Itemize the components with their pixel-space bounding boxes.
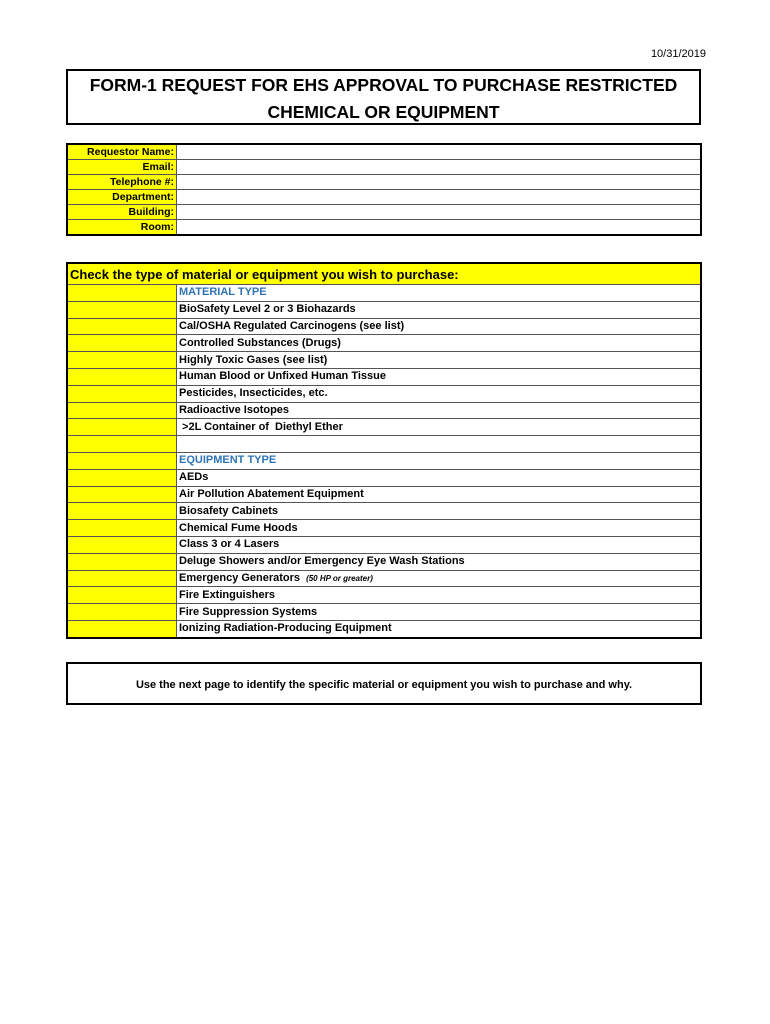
room-row <box>67 220 701 236</box>
checkbox-cell[interactable] <box>67 570 177 587</box>
telephone-field[interactable] <box>177 175 702 190</box>
material-item: Human Blood or Unfixed Human Tissue <box>177 368 702 385</box>
material-item: Highly Toxic Gases (see list) <box>177 352 702 369</box>
material-item: Controlled Substances (Drugs) <box>177 335 702 352</box>
checkbox-cell[interactable] <box>67 419 177 436</box>
room-field[interactable] <box>177 220 702 236</box>
title-line-1: FORM-1 REQUEST FOR EHS APPROVAL TO PURCHASE RESTRICTED <box>89 75 678 95</box>
checkbox-cell[interactable] <box>67 520 177 537</box>
requestor-info-table <box>66 143 702 236</box>
building-field[interactable] <box>177 205 702 220</box>
equipment-item: AEDs <box>177 469 702 486</box>
equipment-item: Class 3 or 4 Lasers <box>177 536 702 553</box>
checkbox-cell[interactable] <box>67 587 177 604</box>
checkbox-cell[interactable] <box>67 620 177 637</box>
department-row <box>67 190 701 205</box>
equipment-item: Biosafety Cabinets <box>177 503 702 520</box>
field-label: Room: <box>67 220 177 236</box>
checkbox-cell[interactable] <box>67 402 177 419</box>
title-line-2: CHEMICAL OR EQUIPMENT <box>267 102 500 122</box>
equipment-item-label: Emergency Generators <box>179 571 301 584</box>
equipment-item <box>177 570 702 587</box>
email-row <box>67 160 701 175</box>
checkbox-cell[interactable] <box>67 352 177 369</box>
checkbox-cell[interactable] <box>67 318 177 335</box>
material-item: >2L Container of Diethyl Ether <box>177 419 702 436</box>
field-label: Department: <box>67 190 177 205</box>
equipment-item: Chemical Fume Hoods <box>177 520 702 537</box>
material-type-heading: MATERIAL TYPE <box>177 285 702 302</box>
checkbox-cell[interactable] <box>67 553 177 570</box>
material-item: Pesticides, Insecticides, etc. <box>177 385 702 402</box>
email-field[interactable] <box>177 160 702 175</box>
checkbox-cell[interactable] <box>67 301 177 318</box>
equipment-item: Fire Extinguishers <box>177 587 702 604</box>
equipment-item: Fire Suppression Systems <box>177 604 702 621</box>
checkbox-cell[interactable] <box>67 385 177 402</box>
requestor-name-row <box>67 144 701 160</box>
equipment-item: Ionizing Radiation-Producing Equipment <box>177 620 702 637</box>
form-title <box>66 69 701 125</box>
field-label: Building: <box>67 205 177 220</box>
equipment-type-heading: EQUIPMENT TYPE <box>177 452 702 469</box>
spacer-row <box>177 436 702 453</box>
requestor-name-field[interactable] <box>177 144 702 160</box>
form-date: 10/31/2019 <box>650 48 706 60</box>
checkbox-cell[interactable] <box>67 335 177 352</box>
purchase-type-table <box>66 262 702 639</box>
field-label: Requestor Name: <box>67 144 177 160</box>
equipment-item: Air Pollution Abatement Equipment <box>177 486 702 503</box>
checkbox-cell[interactable] <box>67 486 177 503</box>
material-item: Radioactive Isotopes <box>177 402 702 419</box>
building-row <box>67 205 701 220</box>
material-item: BioSafety Level 2 or 3 Biohazards <box>177 301 702 318</box>
checkbox-cell[interactable] <box>67 604 177 621</box>
checkbox-cell[interactable] <box>67 503 177 520</box>
material-item: Cal/OSHA Regulated Carcinogens (see list) <box>177 318 702 335</box>
equipment-item: Deluge Showers and/or Emergency Eye Wash Stations <box>177 553 702 570</box>
checkbox-cell[interactable] <box>67 536 177 553</box>
checkbox-cell[interactable] <box>67 368 177 385</box>
telephone-row <box>67 175 701 190</box>
checkbox-cell <box>67 436 177 453</box>
checklist-heading: Check the type of material or equipment you wish to purchase: <box>67 263 701 285</box>
checkbox-cell[interactable] <box>67 469 177 486</box>
field-label: Telephone #: <box>67 175 177 190</box>
department-field[interactable] <box>177 190 702 205</box>
checkbox-cell <box>67 285 177 302</box>
generator-note: (50 HP or greater) <box>306 573 373 583</box>
field-label: Email: <box>67 160 177 175</box>
next-page-note: Use the next page to identify the specific material or equipment you wish to purchase and why. <box>66 662 702 705</box>
checkbox-cell <box>67 452 177 469</box>
